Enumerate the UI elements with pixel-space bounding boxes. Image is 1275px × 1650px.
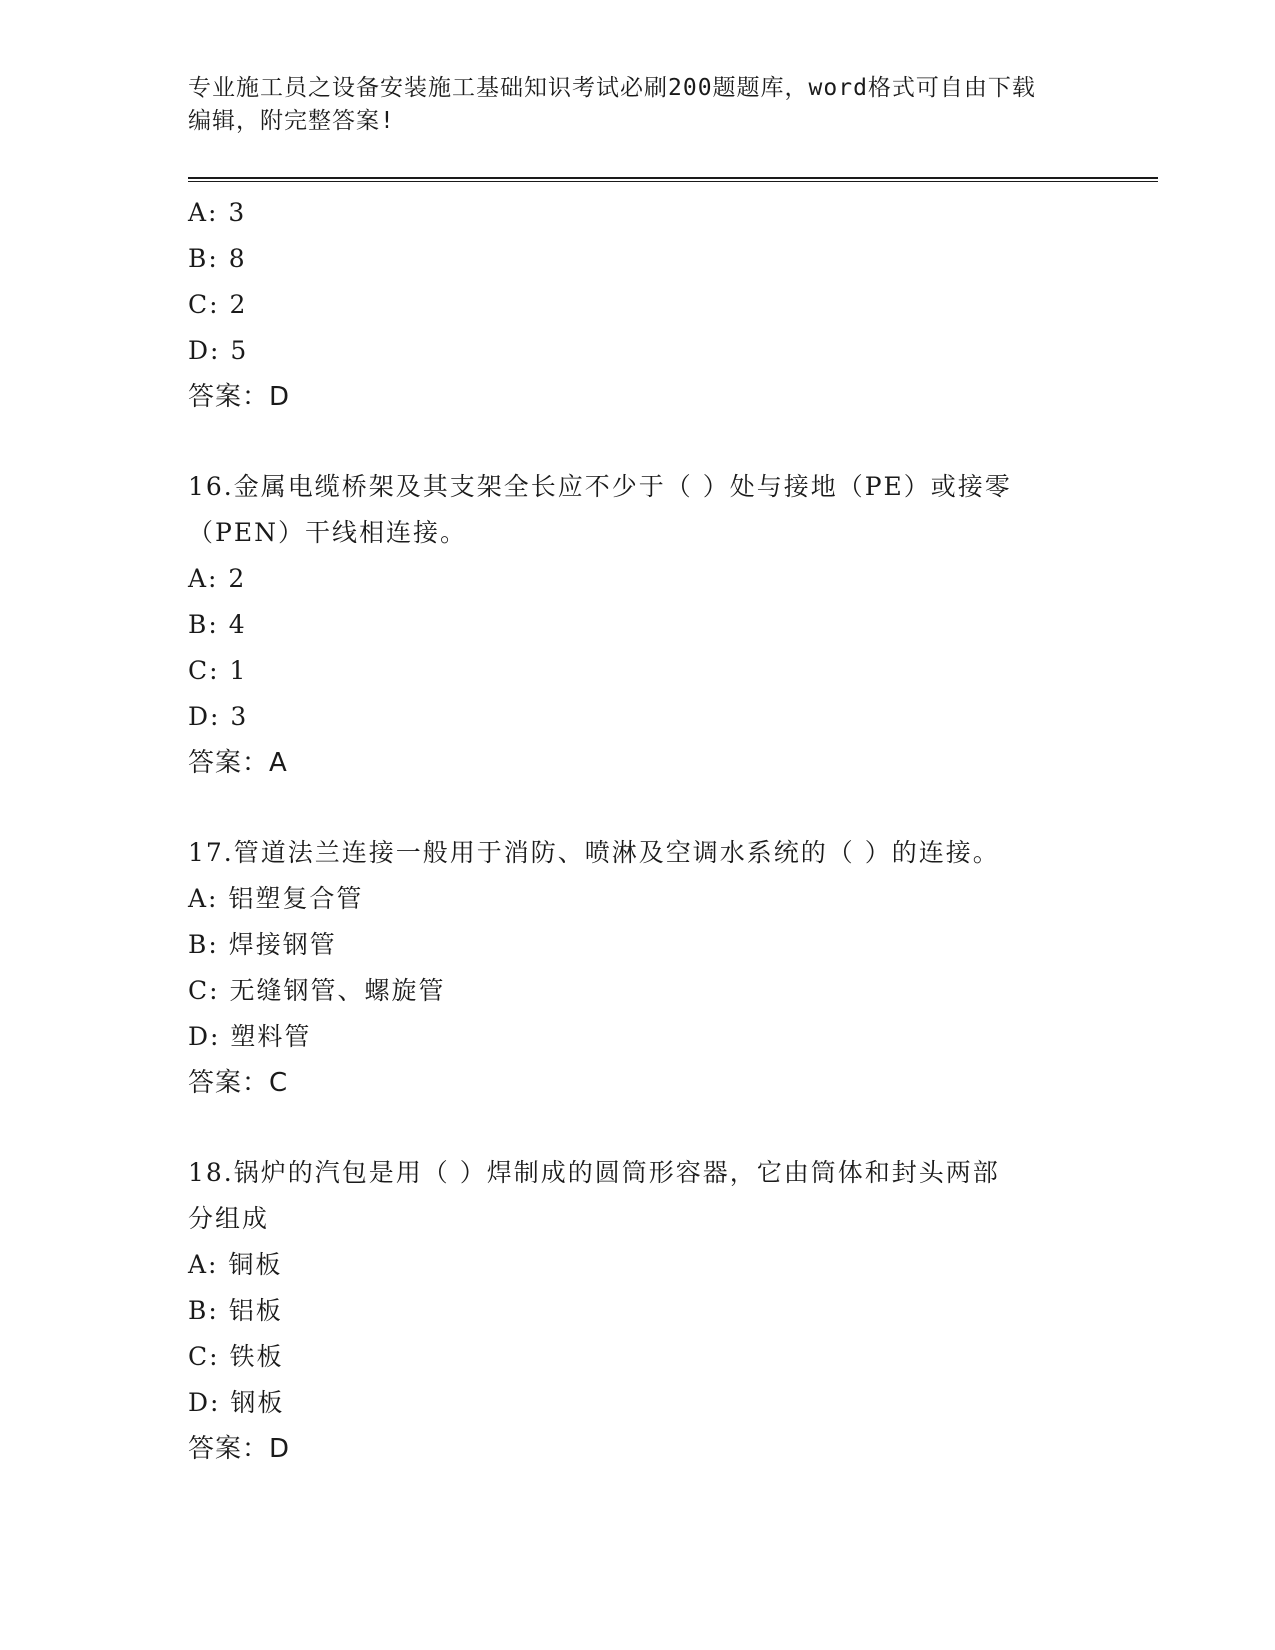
header-line-1: 专业施工员之设备安装施工基础知识考试必刷200题题库，word格式可自由下载: [188, 75, 1036, 101]
option-d: D: 塑料管: [188, 1022, 312, 1051]
question-text-line-2: 分组成: [188, 1204, 270, 1233]
header-divider: [188, 177, 1158, 182]
option-c: C: 2: [188, 290, 248, 319]
answer-line: 答案：D: [188, 382, 291, 412]
option-b: B: 铝板: [188, 1296, 283, 1325]
option-a: A: 铜板: [188, 1250, 283, 1279]
document-header: [188, 72, 1088, 138]
header-line-2: 编辑，附完整答案!: [188, 108, 395, 134]
spacer: [188, 786, 1088, 830]
answer-line: 答案：C: [188, 1068, 289, 1098]
question-18-block: [188, 1150, 1088, 1472]
question-17-block: [188, 830, 1088, 1106]
question-text-line-1: 17.管道法兰连接一般用于消防、喷淋及空调水系统的（ ）的连接。: [188, 838, 1000, 867]
spacer: [188, 1106, 1088, 1150]
option-a: A: 3: [188, 198, 247, 227]
option-d: D: 5: [188, 336, 249, 365]
option-a: A: 2: [188, 564, 247, 593]
question-text-line-1: 18.锅炉的汽包是用（ ）焊制成的圆筒形容器，它由筒体和封头两部: [188, 1158, 1000, 1187]
answer-line: 答案：D: [188, 1434, 291, 1464]
option-b: B: 4: [188, 610, 247, 639]
option-d: D: 3: [188, 702, 249, 731]
question-16-block: [188, 464, 1088, 786]
option-d: D: 钢板: [188, 1388, 285, 1417]
question-15-block: [188, 190, 1088, 420]
option-c: C: 1: [188, 656, 248, 685]
option-a: A: 铝塑复合管: [188, 884, 364, 913]
spacer: [188, 420, 1088, 464]
question-content: [188, 190, 1088, 1472]
question-text-line-1: 16.金属电缆桥架及其支架全长应不少于（ ）处与接地（PE）或接零: [188, 472, 1012, 501]
question-text-line-2: （PEN）干线相连接。: [188, 518, 467, 547]
option-b: B: 焊接钢管: [188, 930, 337, 959]
option-c: C: 无缝钢管、螺旋管: [188, 976, 446, 1005]
option-b: B: 8: [188, 244, 247, 273]
answer-line: 答案：A: [188, 748, 288, 778]
option-c: C: 铁板: [188, 1342, 284, 1371]
